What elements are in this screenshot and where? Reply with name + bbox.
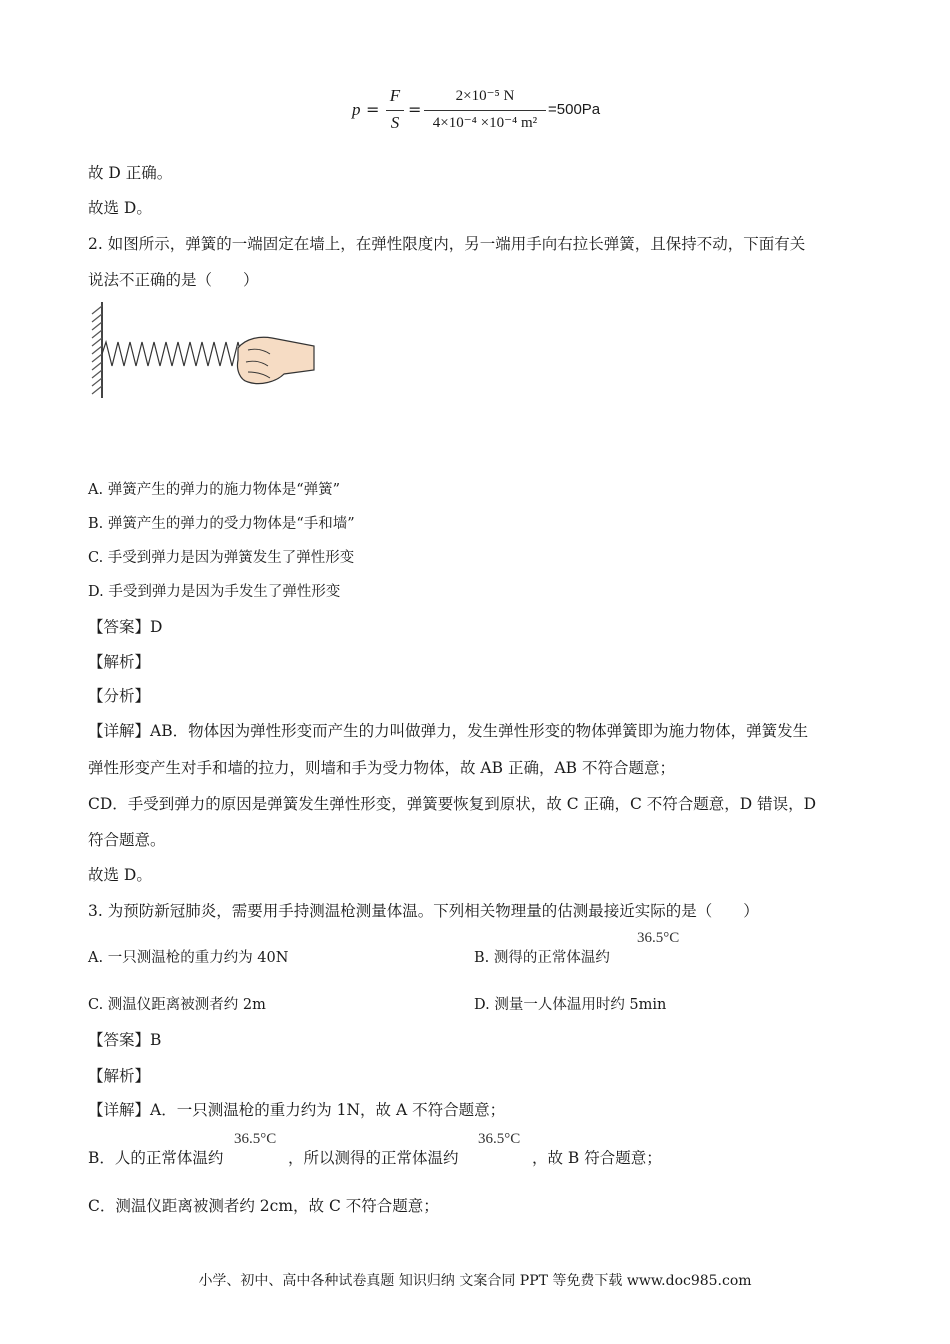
q3-detail-b-part3: ，故 B 符合题意； (532, 1149, 662, 1167)
q2-fenxi-label: 【分析】 (88, 687, 151, 705)
q3-detail-b-temperature-1: 36.5°C (234, 1131, 277, 1147)
q2-answer: 【答案】D (88, 618, 163, 636)
q1-conclusion-line2: 故选 D。 (88, 199, 152, 217)
formula-lhs: p (352, 100, 361, 119)
formula-area: S (390, 113, 400, 132)
formula-equals-1: = (366, 100, 380, 119)
q2-detail-line2: 弹性形变产生对手和墙的拉力，则墙和手为受力物体，故 AB 正确，AB 不符合题意； (88, 759, 675, 777)
q3-detail-a: 【详解】A．一只测温枪的重力约为 1N，故 A 不符合题意； (88, 1101, 506, 1119)
q3-option-d: D. 测量一人体温用时约 5min (474, 997, 667, 1013)
q2-conclusion: 故选 D。 (88, 866, 152, 884)
q3-answer: 【答案】B (88, 1031, 162, 1049)
formula-force: F (389, 86, 401, 105)
q3-option-c: C. 测温仪距离被测者约 2m (88, 997, 266, 1013)
q3-detail-b-part1: B．人的正常体温约 (88, 1149, 224, 1167)
pressure-formula (352, 86, 612, 138)
fraction-bar-1 (386, 110, 404, 111)
q3-detail-c: C．测温仪距离被测者约 2cm，故 C 不符合题意； (88, 1197, 439, 1215)
q1-conclusion-line1: 故 D 正确。 (88, 164, 173, 182)
q2-option-d: D. 手受到弹力是因为手发生了弹性形变 (88, 584, 341, 600)
q3-stem: 3. 为预防新冠肺炎，需要用手持测温枪测量体温。下列相关物理量的估测最接近实际的是（ ） (88, 902, 759, 920)
q3-option-b: B. 测得的正常体温约 (474, 950, 610, 966)
q3-detail-b-temperature-2: 36.5°C (478, 1131, 521, 1147)
q2-option-c: C. 手受到弹力是因为弹簧发生了弹性形变 (88, 550, 355, 566)
q3-option-b-temperature: 36.5°C (637, 930, 680, 946)
formula-equals-2: = (408, 100, 422, 119)
q2-detail-line4: 符合题意。 (88, 831, 166, 849)
q2-option-a: A. 弹簧产生的弹力的施力物体是“弹簧” (88, 482, 341, 498)
fraction-bar-2 (424, 110, 546, 111)
q2-option-b: B. 弹簧产生的弹力的受力物体是“手和墙” (88, 516, 355, 532)
q2-stem-line2: 说法不正确的是（ ） (88, 271, 259, 289)
q2-stem-line1: 2. 如图所示，弹簧的一端固定在墙上，在弹性限度内，另一端用手向右拉长弹簧，且保持不动，下面有关 (88, 235, 806, 253)
formula-result: =500Pa (548, 101, 601, 118)
q3-detail-b-part2: ，所以测得的正常体温约 (288, 1149, 459, 1167)
page-footer: 小学、初中、高中各种试卷真题 知识归纳 文案合同 PPT 等免费下载 www.doc985.com (198, 1273, 752, 1289)
spring-figure-svg (88, 298, 316, 402)
q2-analysis-label: 【解析】 (88, 653, 151, 671)
formula-denominator: 4×10⁻⁴ ×10⁻⁴ m² (432, 115, 538, 131)
q2-detail-line1: 【详解】AB．物体因为弹性形变而产生的力叫做弹力，发生弹性形变的物体弹簧即为施力物体，弹簧发生 (88, 722, 809, 740)
q3-option-a: A. 一只测温枪的重力约为 40N (88, 950, 289, 966)
spring-wall-hand-figure (88, 298, 316, 402)
q3-analysis-label: 【解析】 (88, 1067, 151, 1085)
q2-detail-line3: CD．手受到弹力的原因是弹簧发生弹性形变，弹簧要恢复到原状，故 C 正确，C 不符合题意，D 错误，D (88, 795, 817, 813)
formula-numerator: 2×10⁻⁵ N (455, 88, 515, 104)
